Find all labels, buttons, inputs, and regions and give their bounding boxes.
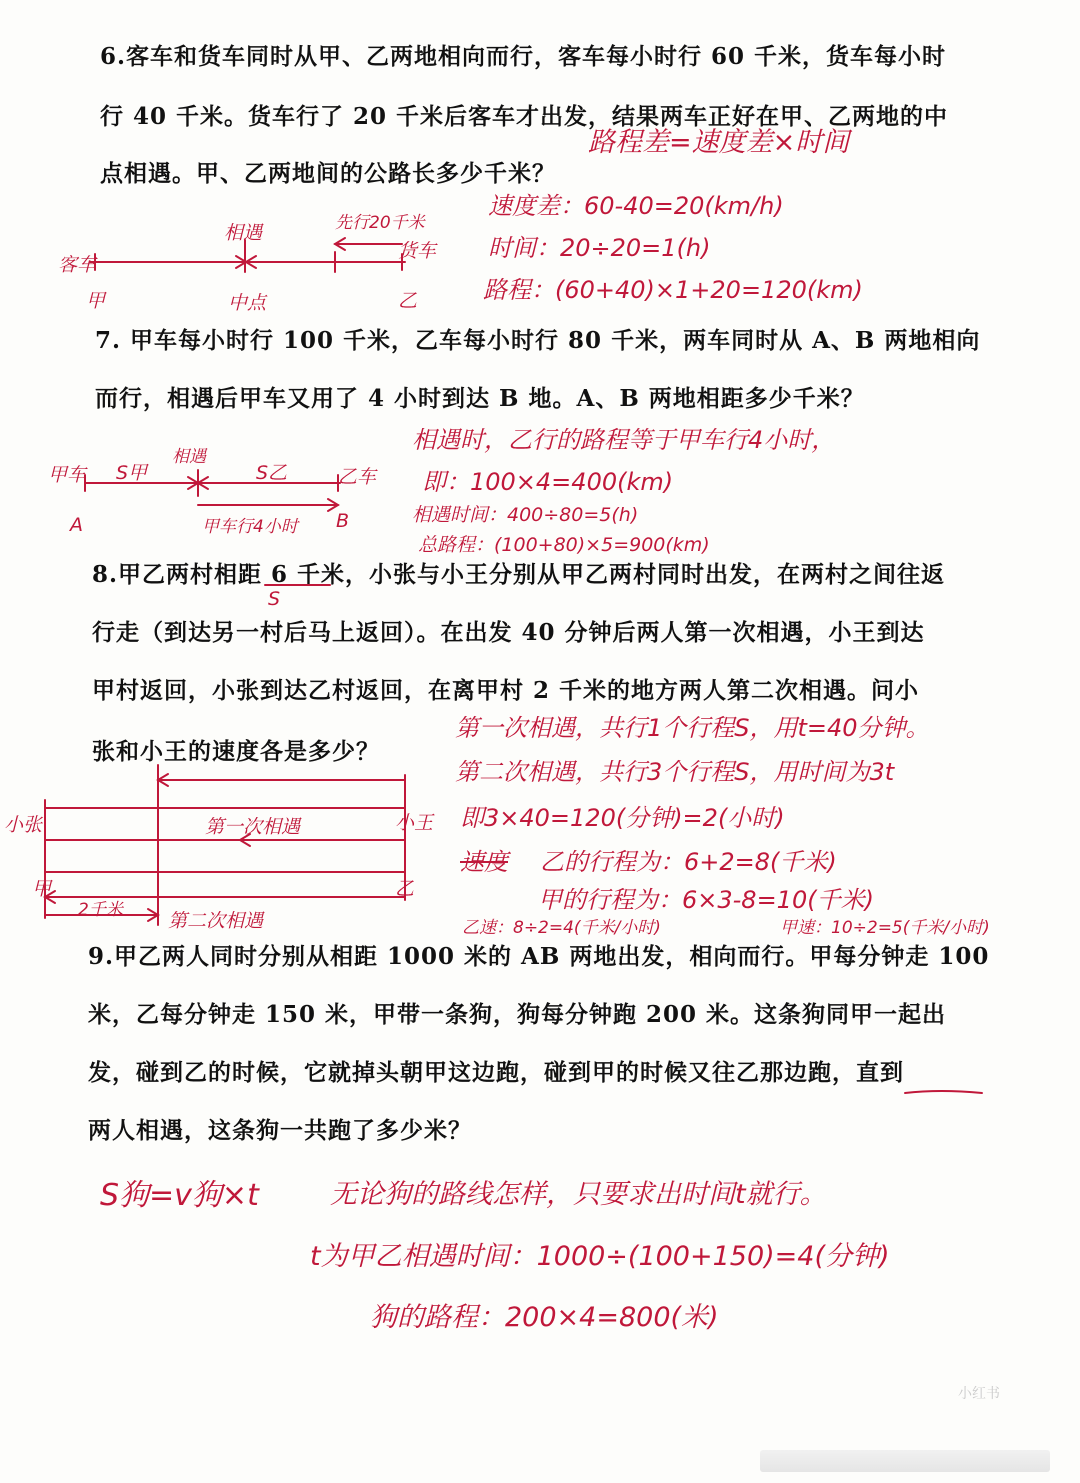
q8-xiaozhang-label: 小张 xyxy=(4,814,43,836)
q6-jia-label: 甲 xyxy=(86,290,106,312)
q7-car-b-label: 乙车 xyxy=(338,466,377,488)
q6-arrow-right xyxy=(236,256,246,268)
q8-line-1: 8.甲乙两村相距 6 千米，小张与小王分别从甲乙两村同时出发，在两村之间往返 xyxy=(92,561,946,588)
q7-arrow-right xyxy=(188,477,198,489)
q6-passenger-car-label: 客车 xyxy=(58,254,97,276)
q8-first-meet-label: 第一次相遇 xyxy=(205,816,301,838)
q7-note-3: 相遇时间：400÷80=5(h) xyxy=(412,504,639,526)
q9-underline xyxy=(905,1091,982,1093)
q6-formula: 路程差=速度差×时间 xyxy=(588,127,850,158)
q6-line-2: 行 40 千米。货车行了 20 千米后客车才出发，结果两车正好在甲、乙两地的中 xyxy=(100,103,949,130)
q8-two-km-label: 2千米 xyxy=(78,900,123,920)
q6-arrow-left xyxy=(246,256,256,268)
q8-s-mark: S xyxy=(268,588,281,610)
q6-yi-label: 乙 xyxy=(398,290,418,312)
q8-jia-label: 甲 xyxy=(32,878,52,900)
q7-s1-label: S甲 xyxy=(116,462,148,484)
q8-line-1-arrow xyxy=(158,774,168,786)
q6-speed-diff: 速度差：60-40=20(km/h) xyxy=(488,192,784,220)
q7-line-1: 7. 甲车每小时行 100 千米，乙车每小时行 80 千米，两车同时从 A、B 两地相向 xyxy=(95,327,981,354)
q8-crossed-word: 速度 xyxy=(460,848,508,876)
q8-note-6a: 乙速：8÷2=4(千米/小时) xyxy=(462,918,661,938)
q7-four-hours-label: 甲车行4小时 xyxy=(202,517,298,537)
q6-distance: 路程：(60+40)×1+20=120(km) xyxy=(483,276,863,304)
q7-arrow-left xyxy=(198,477,208,489)
q8-note-4: 乙的行程为：6+2=8(千米) xyxy=(540,848,837,876)
q6-truck-label: 货车 xyxy=(398,240,437,262)
q7-note-1: 相遇时，乙行的路程等于甲车行4小时， xyxy=(412,426,836,454)
q7-note-4: 总路程：(100+80)×5=900(km) xyxy=(418,534,710,556)
q9-formula: S狗=v狗×t xyxy=(100,1178,259,1213)
q7-meet-label: 相遇 xyxy=(172,447,206,467)
q9-note-1: 无论狗的路线怎样，只要求出时间t就行。 xyxy=(330,1179,827,1210)
q7-note-2: 即：100×4=400(km) xyxy=(422,468,674,496)
q9-note-2: t为甲乙相遇时间：1000÷(100+150)=4(分钟) xyxy=(310,1241,890,1272)
q8-line-6-arrow xyxy=(148,909,158,921)
q6-time: 时间：20÷20=1(h) xyxy=(488,234,711,262)
q8-yi-label: 乙 xyxy=(395,878,415,900)
q9-line-1: 9.甲乙两人同时分别从相距 1000 米的 AB 两地出发，相向而行。甲每分钟走 100 xyxy=(88,943,990,970)
q9-note-3: 狗的路程：200×4=800(米) xyxy=(370,1302,719,1333)
q8-line-4: 张和小王的速度各是多少？ xyxy=(92,738,380,765)
q7-s2-label: S乙 xyxy=(256,462,288,484)
q8-second-meet-label: 第二次相遇 xyxy=(168,910,264,932)
q7-b-label: B xyxy=(336,510,350,532)
q8-line-2: 行走（到达另一村后马上返回）。在出发 40 分钟后两人第一次相遇，小王到达 xyxy=(92,619,925,646)
q9-line-3: 发，碰到乙的时候，它就掉头朝甲这边跑，碰到甲的时候又往乙那边跑，直到 xyxy=(88,1059,904,1086)
q6-truck-first-label: 先行20千米 xyxy=(335,213,425,233)
q8-note-1: 第一次相遇，共行1个行程S，用t=40分钟。 xyxy=(455,714,930,742)
q9-line-2: 米，乙每分钟走 150 米，甲带一条狗，狗每分钟跑 200 米。这条狗同甲一起出 xyxy=(88,1001,947,1028)
q6-meet-label: 相遇 xyxy=(224,222,263,244)
q7-line-2: 而行，相遇后甲车又用了 4 小时到达 B 地。A、B 两地相距多少千米？ xyxy=(95,385,865,412)
q7-a-label: A xyxy=(70,514,83,536)
q7-car-a-label: 甲车 xyxy=(48,464,87,486)
bottom-scroll-bar xyxy=(760,1450,1050,1472)
watermark: 小红书 xyxy=(958,1386,1000,1402)
q8-note-6b: 甲速：10÷2=5(千米/小时) xyxy=(780,918,990,938)
q8-xiaowang-label: 小王 xyxy=(395,812,434,834)
q6-line-1: 6.客车和货车同时从甲、乙两地相向而行，客车每小时行 60 千米，货车每小时 xyxy=(100,43,947,70)
q8-note-3: 即3×40=120(分钟)=2(小时) xyxy=(460,804,785,832)
q6-midpoint-label: 中点 xyxy=(228,292,267,314)
q6-line-3: 点相遇。甲、乙两地间的公路长多少千米？ xyxy=(100,160,556,187)
q9-line-4: 两人相遇，这条狗一共跑了多少米？ xyxy=(88,1117,472,1144)
q8-line-3: 甲村返回，小张到达乙村返回，在离甲村 2 千米的地方两人第二次相遇。问小 xyxy=(92,677,920,704)
q8-note-5: 甲的行程为：6×3-8=10(千米) xyxy=(538,886,874,914)
q6-truck-first-arrow xyxy=(335,238,345,250)
q8-note-2: 第二次相遇，共行3个行程S，用时间为3t xyxy=(455,758,895,786)
